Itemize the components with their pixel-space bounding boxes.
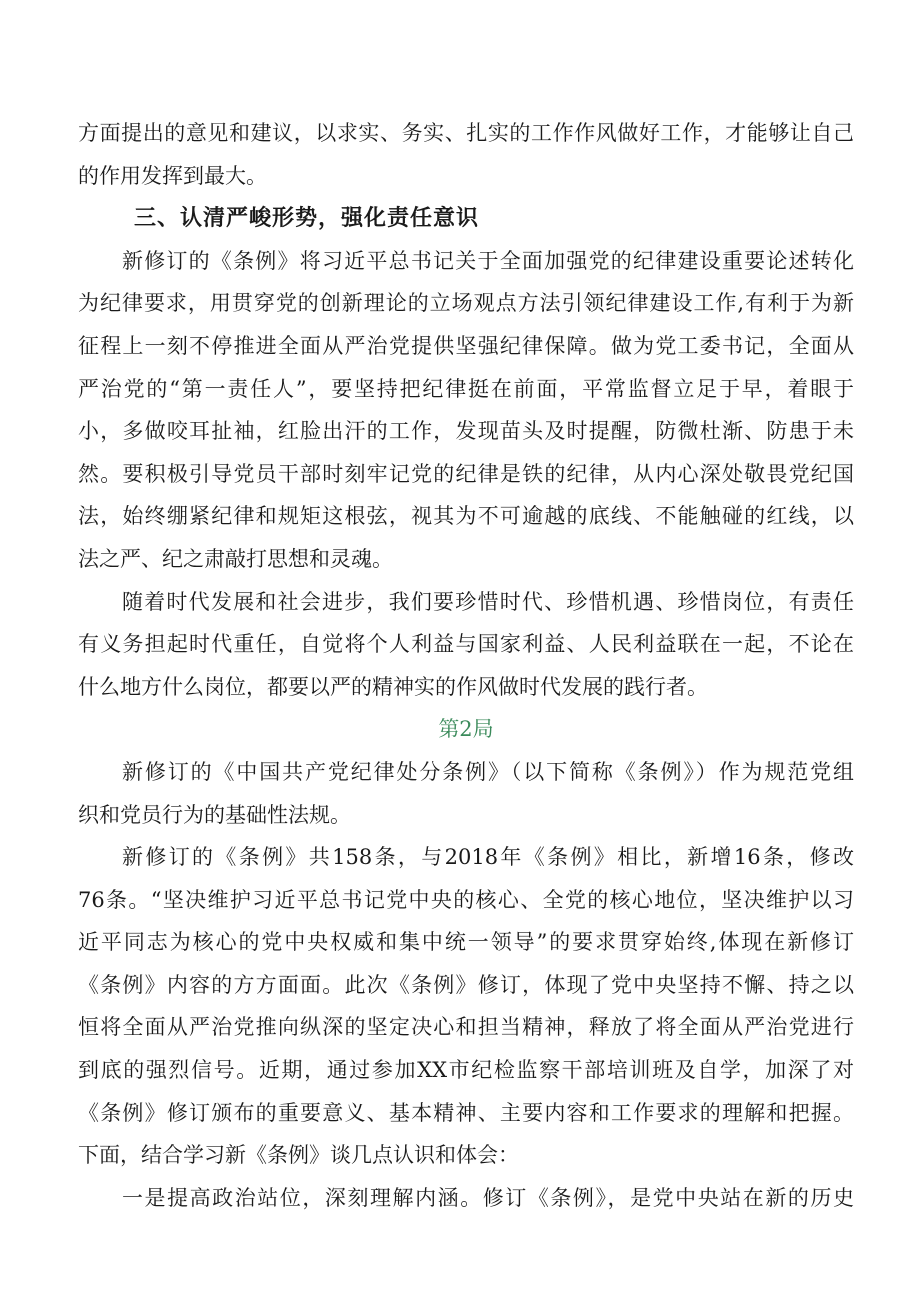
text-line: 方面提出的意见和建议，以求实、务实、扎实的工作作风做好工作，才能够让自己 bbox=[78, 121, 854, 145]
paragraph bbox=[78, 581, 854, 709]
text-line: 有义务担起时代重任，自觉将个人利益与国家利益、人民利益联在一起，不论在 bbox=[78, 632, 854, 657]
text-line: 新修订的《条例》将习近平总书记关于全面加强党的纪律建设重要论述转化 bbox=[122, 248, 854, 273]
text-line: 织和党员行为的基础性法规。 bbox=[78, 802, 351, 827]
section-heading: 三、认清严峻形势，强化责任意识 bbox=[134, 205, 480, 232]
paragraph bbox=[78, 240, 854, 581]
section-marker: 第2局 bbox=[438, 717, 494, 742]
text-line: 一是提高政治站位，深刻理解内涵。修订《条例》，是党中央站在新的历史 bbox=[122, 1185, 854, 1210]
text-line: 什么地方什么岗位，都要以严的精神实的作风做时代发展的践行者。 bbox=[78, 674, 708, 699]
text-line: 76条。“坚决维护习近平总书记党中央的核心、全党的核心地位，坚决维护以习 bbox=[78, 887, 854, 912]
text-line: 征程上一刻不停推进全面从严治党提供坚强纪律保障。做为党工委书记，全面从 bbox=[78, 333, 854, 358]
text-line: 新修订的《条例》共158条，与2018年《条例》相比，新增16条，修改 bbox=[122, 845, 854, 870]
document-page bbox=[78, 112, 854, 1219]
text-line: 下面，结合学习新《条例》谈几点认识和体会： bbox=[78, 1143, 519, 1168]
paragraph bbox=[78, 751, 854, 836]
text-line: 然。要积极引导党员干部时刻牢记党的纪律是铁的纪律，从内心深处敬畏党纪国 bbox=[78, 461, 854, 486]
text-line: 到底的强烈信号。近期，通过参加XX市纪检监察干部培训班及自学，加深了对 bbox=[78, 1058, 854, 1083]
text-line: 恒将全面从严治党推向纵深的坚定决心和担当精神，释放了将全面从严治党进行 bbox=[78, 1015, 854, 1040]
text-line: 法，始终绷紧纪律和规矩这根弦，视其为不可逾越的底线、不能触碰的红线，以 bbox=[78, 504, 854, 529]
text-line: 小，多做咬耳扯袖，红脸出汗的工作，发现苗头及时提醒，防微杜渐、防患于未 bbox=[78, 419, 854, 444]
text-line: 严治党的“第一责任人”，要坚持把纪律挺在前面，平常监督立足于早，着眼于 bbox=[78, 376, 854, 401]
paragraph bbox=[78, 836, 854, 1177]
paragraph-continuation bbox=[78, 112, 854, 197]
text-line: 《条例》内容的方方面面。此次《条例》修订，体现了党中央坚持不懈、持之以 bbox=[78, 972, 854, 997]
text-line: 为纪律要求，用贯穿党的创新理论的立场观点方法引领纪律建设工作,有利于为新 bbox=[78, 291, 854, 316]
text-line: 的作用发挥到最大。 bbox=[78, 163, 267, 188]
text-line: 《条例》修订颁布的重要意义、基本精神、主要内容和工作要求的理解和把握。 bbox=[78, 1100, 854, 1125]
paragraph bbox=[78, 1177, 854, 1220]
text-line: 随着时代发展和社会进步，我们要珍惜时代、珍惜机遇、珍惜岗位，有责任 bbox=[122, 589, 854, 614]
text-line: 新修订的《中国共产党纪律处分条例》（以下简称《条例》）作为规范党组 bbox=[122, 759, 854, 784]
text-line: 近平同志为核心的党中央权威和集中统一领导”的要求贯穿始终,体现在新修订 bbox=[78, 930, 854, 955]
text-line: 法之严、纪之肃敲打思想和灵魂。 bbox=[78, 546, 393, 571]
